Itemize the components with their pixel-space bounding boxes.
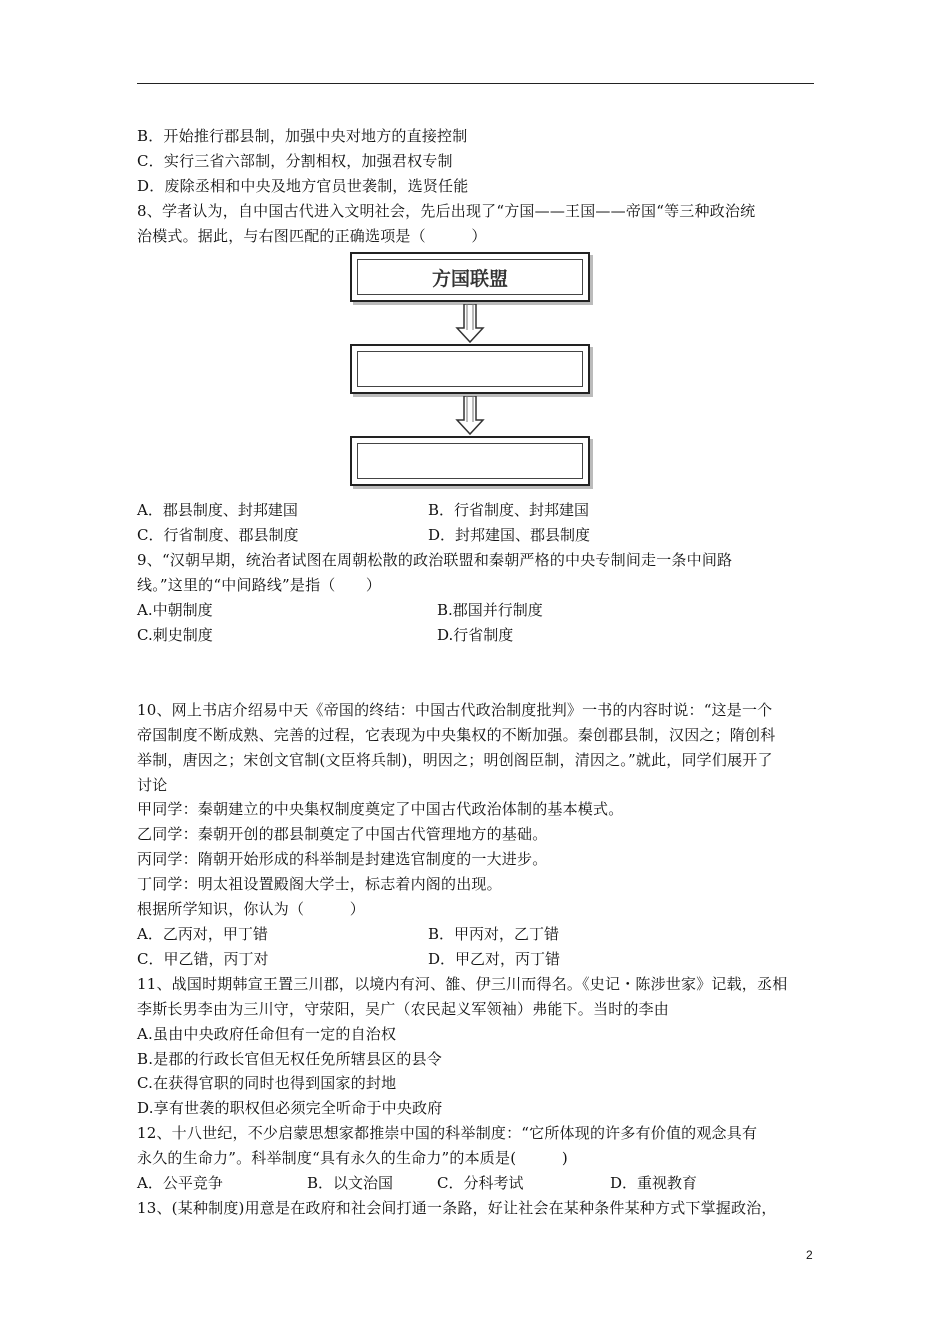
q12-line2: 永久的生命力”。科举制度“具有永久的生命力”的本质是( ) (137, 1149, 568, 1167)
down-arrow-icon (455, 304, 485, 344)
q7-option-d: D．废除丞相和中央及地方官员世袭制，选贤任能 (137, 177, 469, 195)
q10-option-d: D．甲乙对，丙丁错 (428, 950, 561, 968)
header-rule (137, 83, 814, 84)
diagram-box-1 (350, 252, 590, 302)
q10-prompt: 根据所学知识，你认为（ ） (137, 900, 366, 918)
q9-option-d: D.行省制度 (437, 626, 514, 644)
q9-option-b: B.郡国并行制度 (437, 601, 543, 619)
q10-option-b: B．甲丙对，乙丁错 (428, 925, 560, 943)
q10-line3: 举制，唐因之；宋创文官制(文臣将兵制)，明因之；明创阁臣制，清因之。”就此，同学们展开了 (137, 751, 773, 769)
q7-option-c: C．实行三省六部制，分割相权，加强君权专制 (137, 152, 453, 170)
q8-option-c: C．行省制度、郡县制度 (137, 526, 299, 544)
down-arrow-icon (455, 396, 485, 436)
q9-option-c: C.刺史制度 (137, 626, 213, 644)
q12-option-c: C．分科考试 (437, 1174, 524, 1192)
diagram-box-3 (350, 436, 590, 486)
q11-option-d: D.享有世袭的职权但必须完全听命于中央政府 (137, 1099, 443, 1117)
q10-line2: 帝国制度不断成熟、完善的过程，它表现为中央集权的不断加强。秦创郡县制，汉因之；隋创科 (137, 726, 776, 744)
q8-flow-diagram (350, 252, 600, 497)
q10-student-yi: 乙同学：秦朝开创的郡县制奠定了中国古代管理地方的基础。 (137, 825, 548, 843)
q13-line1: 13、(某种制度)用意是在政府和社会间打通一条路，好让社会在某种条件某种方式下掌握政治， (137, 1199, 777, 1217)
q10-student-jia: 甲同学：秦朝建立的中央集权制度奠定了中国古代政治体制的基本模式。 (137, 800, 624, 818)
q10-student-bing: 丙同学：隋朝开始形成的科举制是封建选官制度的一大进步。 (137, 850, 548, 868)
q10-option-c: C．甲乙错，丙丁对 (137, 950, 269, 968)
q9-stem-line2: 线。”这里的“中间路线”是指（ ） (137, 576, 382, 594)
q10-option-a: A．乙丙对，甲丁错 (137, 925, 268, 943)
q8-stem-line2: 治模式。据此，与右图匹配的正确选项是（ ） (137, 227, 487, 245)
q11-option-c: C.在获得官职的同时也得到国家的封地 (137, 1074, 397, 1092)
q11-option-a: A.虽由中央政府任命但有一定的自治权 (137, 1025, 397, 1043)
q8-stem-line1: 8、学者认为，自中国古代进入文明社会，先后出现了“方国——王国——帝国“等三种政治统 (137, 202, 756, 220)
q10-line4: 讨论 (137, 776, 168, 794)
q11-option-b: B.是郡的行政长官但无权任免所辖县区的县令 (137, 1050, 442, 1068)
q8-option-a: A．郡县制度、封邦建国 (137, 501, 298, 519)
q12-option-a: A．公平竞争 (137, 1174, 223, 1192)
q7-option-b: B．开始推行郡县制，加强中央对地方的直接控制 (137, 127, 468, 145)
q11-line2: 李斯长男李由为三川守，守荥阳，吴广（农民起义军领袖）弗能下。当时的李由 (137, 1000, 670, 1018)
q11-line1: 11、战国时期韩宣王置三川郡，以境内有河、雒、伊三川而得名。《史记・陈涉世家》记载，丞相 (137, 975, 788, 993)
q9-option-a: A.中朝制度 (137, 601, 213, 619)
q12-option-b: B．以文治国 (307, 1174, 394, 1192)
q10-line1: 10、网上书店介绍易中天《帝国的终结：中国古代政治制度批判》一书的内容时说：“这是一个 (137, 701, 773, 719)
diagram-box-2 (350, 344, 590, 394)
q12-line1: 12、十八世纪，不少启蒙思想家都推崇中国的科举制度：“它所体现的许多有价值的观念具有 (137, 1124, 758, 1142)
q8-option-d: D．封邦建国、郡县制度 (428, 526, 591, 544)
q8-option-b: B．行省制度、封邦建国 (428, 501, 590, 519)
q9-stem-line1: 9、“汉朝早期，统治者试图在周朝松散的政治联盟和秦朝严格的中央专制间走一条中间路 (137, 551, 733, 569)
q12-option-d: D．重视教育 (610, 1174, 698, 1192)
q10-student-ding: 丁同学：明太祖设置殿阁大学士，标志着内阁的出现。 (137, 875, 502, 893)
page-number: 2 (806, 1248, 813, 1262)
diagram-box-1-label: 方国联盟 (431, 268, 508, 290)
